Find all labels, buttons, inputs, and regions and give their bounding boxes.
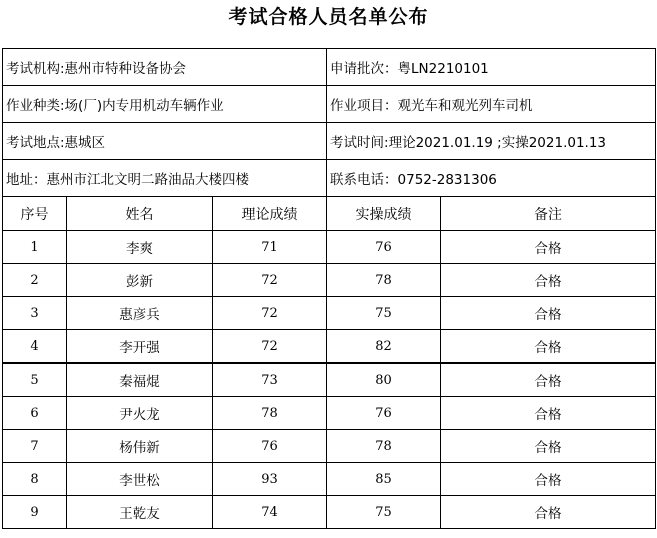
table-row bbox=[3, 496, 656, 529]
table-row bbox=[3, 397, 656, 430]
exam-time: 考试时间:理论2021.01.19 ;实操2021.01.13 bbox=[327, 123, 656, 160]
header-seq: 序号 bbox=[3, 197, 67, 231]
header-theory-score: 理论成绩 bbox=[213, 197, 327, 231]
cell-theory-score: 72 bbox=[213, 264, 327, 297]
cell-practical-score: 85 bbox=[327, 463, 441, 496]
cell-theory-score: 93 bbox=[213, 463, 327, 496]
work-item: 作业项目：观光车和观光列车司机 bbox=[327, 86, 656, 123]
cell-seq: 9 bbox=[3, 496, 67, 529]
cell-name: 王乾友 bbox=[67, 496, 213, 529]
table-row bbox=[3, 297, 656, 330]
info-row bbox=[3, 86, 656, 123]
cell-theory-score: 72 bbox=[213, 330, 327, 364]
cell-theory-score: 74 bbox=[213, 496, 327, 529]
cell-name: 杨伟新 bbox=[67, 430, 213, 463]
table-row bbox=[3, 363, 656, 397]
cell-remark: 合格 bbox=[441, 264, 656, 297]
info-row bbox=[3, 123, 656, 160]
exam-org: 考试机构:惠州市特种设备协会 bbox=[3, 49, 327, 86]
cell-remark: 合格 bbox=[441, 397, 656, 430]
cell-seq: 2 bbox=[3, 264, 67, 297]
cell-name: 尹火龙 bbox=[67, 397, 213, 430]
info-row bbox=[3, 49, 656, 86]
cell-theory-score: 73 bbox=[213, 363, 327, 397]
cell-seq: 7 bbox=[3, 430, 67, 463]
cell-practical-score: 75 bbox=[327, 297, 441, 330]
cell-practical-score: 82 bbox=[327, 330, 441, 364]
cell-remark: 合格 bbox=[441, 430, 656, 463]
contact-phone: 联系电话：0752-2831306 bbox=[327, 160, 656, 197]
cell-practical-score: 78 bbox=[327, 430, 441, 463]
cell-remark: 合格 bbox=[441, 330, 656, 364]
cell-remark: 合格 bbox=[441, 363, 656, 397]
header-remark: 备注 bbox=[441, 197, 656, 231]
cell-theory-score: 71 bbox=[213, 231, 327, 264]
cell-remark: 合格 bbox=[441, 496, 656, 529]
cell-name: 李爽 bbox=[67, 231, 213, 264]
table-row bbox=[3, 231, 656, 264]
info-row bbox=[3, 160, 656, 197]
table-row bbox=[3, 264, 656, 297]
cell-name: 李世松 bbox=[67, 463, 213, 496]
cell-remark: 合格 bbox=[441, 297, 656, 330]
cell-name: 秦福焜 bbox=[67, 363, 213, 397]
cell-name: 李开强 bbox=[67, 330, 213, 364]
cell-practical-score: 80 bbox=[327, 363, 441, 397]
header-practical-score: 实操成绩 bbox=[327, 197, 441, 231]
cell-seq: 8 bbox=[3, 463, 67, 496]
cell-theory-score: 76 bbox=[213, 430, 327, 463]
page-title: 考试合格人员名单公布 bbox=[228, 6, 429, 28]
address: 地址：惠州市江北文明二路油品大楼四楼 bbox=[3, 160, 327, 197]
cell-name: 彭新 bbox=[67, 264, 213, 297]
cell-seq: 5 bbox=[3, 363, 67, 397]
results-table bbox=[2, 48, 656, 529]
table-row bbox=[3, 463, 656, 496]
work-type: 作业种类:场(厂)内专用机动车辆作业 bbox=[3, 86, 327, 123]
header-name: 姓名 bbox=[67, 197, 213, 231]
table-row bbox=[3, 430, 656, 463]
cell-seq: 1 bbox=[3, 231, 67, 264]
cell-seq: 4 bbox=[3, 330, 67, 364]
cell-theory-score: 72 bbox=[213, 297, 327, 330]
table-row bbox=[3, 330, 656, 364]
cell-remark: 合格 bbox=[441, 463, 656, 496]
exam-location: 考试地点:惠城区 bbox=[3, 123, 327, 160]
approval-no: 申请批次：粤LN2210101 bbox=[327, 49, 656, 86]
cell-name: 惠彦兵 bbox=[67, 297, 213, 330]
cell-remark: 合格 bbox=[441, 231, 656, 264]
cell-practical-score: 76 bbox=[327, 231, 441, 264]
cell-practical-score: 75 bbox=[327, 496, 441, 529]
table-header-row bbox=[3, 197, 656, 231]
cell-theory-score: 78 bbox=[213, 397, 327, 430]
cell-practical-score: 76 bbox=[327, 397, 441, 430]
cell-seq: 6 bbox=[3, 397, 67, 430]
cell-practical-score: 78 bbox=[327, 264, 441, 297]
cell-seq: 3 bbox=[3, 297, 67, 330]
